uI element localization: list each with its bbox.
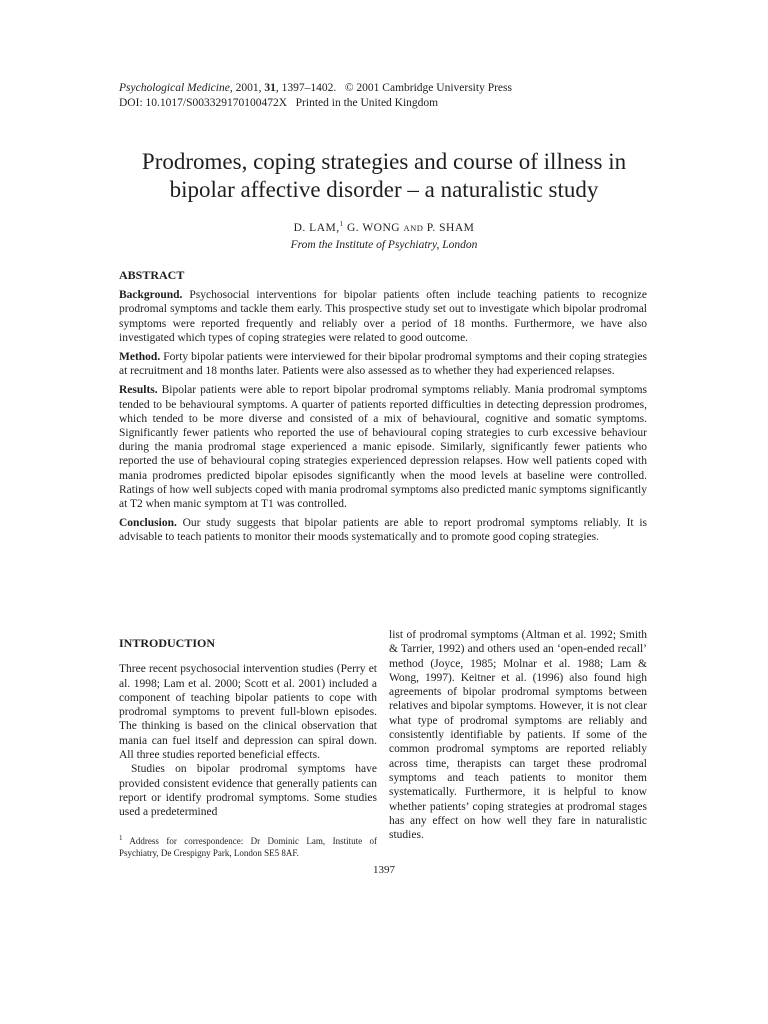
abstract bbox=[119, 268, 647, 550]
copyright: © 2001 Cambridge University Press bbox=[344, 82, 512, 94]
introduction-heading: INTRODUCTION bbox=[119, 636, 216, 650]
abstract-background: Background. Psychosocial interventions for bipolar patients often include teaching patients to recognize prodromal symptoms and tackle them early. This prospective study set out to investigate which bipolar prodromal symptoms were reported frequently and reliably over a period of 18 months. Furthermore, we have also investigated which types of coping strategies were related to good outcome. bbox=[119, 289, 648, 344]
page-number: 1397 bbox=[373, 864, 395, 876]
doi: DOI: 10.1017/S003329170100472X bbox=[119, 97, 288, 109]
author-list: D. LAM,$^1$ G. WONG AND P. SHAM bbox=[293, 220, 475, 234]
printed-in: Printed in the United Kingdom bbox=[295, 97, 439, 109]
journal-header bbox=[119, 81, 512, 111]
intro-paragraph-1: Three recent psychosocial intervention studies (Perry et al. 1998; Lam et al. 2000; Scott et al. 2001) included a component of teaching bipolar patients to cope with prodromal symptoms to prevent full-blown episodes. The thinking is based on the clinical observation that mania can fuel itself and depression can spiral down. All three studies reported beneficial effects. bbox=[119, 663, 377, 762]
right-column bbox=[389, 628, 647, 842]
left-column bbox=[119, 628, 377, 820]
abstract-heading: ABSTRACT bbox=[119, 268, 185, 282]
abstract-method: Method. Forty bipolar patients were interviewed for their bipolar prodromal symptoms and their coping strategies at recruitment and 18 months later. Patients were also assessed as to whether they had experienced relapses. bbox=[119, 351, 648, 378]
doi-line bbox=[119, 96, 512, 111]
paper-title: Prodromes, coping strategies and course of illness in bipolar affective disorder – a naturalistic study bbox=[141, 149, 627, 202]
intro-paragraph-3: list of prodromal symptoms (Altman et al. 1992; Smith & Tarrier, 1992) and others used an ‘open-ended recall’ method (Joyce, 1985; Molnar et al. 1988; Lam & Wong, 1997). Keitner et al. (1996) also found high agreements of bipolar prodromal symptoms between relatives and bipolar symptoms. However, it is not clear what type of prodromal symptoms are reliably and consistently identifiable by patients. If some of the common prodromal symptoms are reported reliably across time, therapists can target these prodromal symptoms and teach patients to monitor them systematically. Furthermore, it is helpful to know whether patients’ coping strategies at prodromal stages has any effect on how well they fare in naturalistic studies. bbox=[389, 629, 647, 842]
volume: 31 bbox=[264, 82, 276, 94]
citation-line: Psychological Medicine, 2001, 31, 1397–1402. © 2001 Cambridge University Press bbox=[119, 82, 512, 94]
intro-paragraph-2: Studies on bipolar prodromal symptoms have provided consistent evidence that generally patients can report or identify prodromal symptoms. Some studies used a predetermined bbox=[119, 763, 377, 819]
footnote: $^1$ Address for correspondence: Dr Dominic Lam, Institute of Psychiatry, De Crespigny Park, London SE5 8AF. bbox=[119, 834, 377, 858]
abstract-conclusion: Conclusion. Our study suggests that bipolar patients are able to report prodromal symptoms reliably. It is advisable to teach patients to monitor their moods systematically and to promote good coping strategies. bbox=[119, 517, 648, 544]
journal-name: Psychological Medicine bbox=[119, 82, 230, 94]
abstract-results: Results. Bipolar patients were able to report bipolar prodromal symptoms reliably. Mania prodromal symptoms tended to be behavioural symptoms. A quarter of patients reported difficulties in detecting depression prodromes, which tended to be more diverse and consisted of a mix of behavioural, cognitive and somatic symptoms. Significantly fewer patients who reported the use of behavioural coping strategies to curb excessive behaviour during the mania prodromal stage experienced a manic episode. Similarly, significantly fewer patients who reported the use of behavioural coping strategies experienced depression relapses. How well patients coped with mania prodromes predicted bipolar episodes significantly when the mood levels at baseline were controlled. Ratings of how well subjects coped with mania prodromal symptoms also predicted manic symptoms significantly at T2 when manic symptom at T1 was controlled. bbox=[119, 384, 647, 511]
affiliation: From the Institute of Psychiatry, London bbox=[290, 239, 478, 251]
